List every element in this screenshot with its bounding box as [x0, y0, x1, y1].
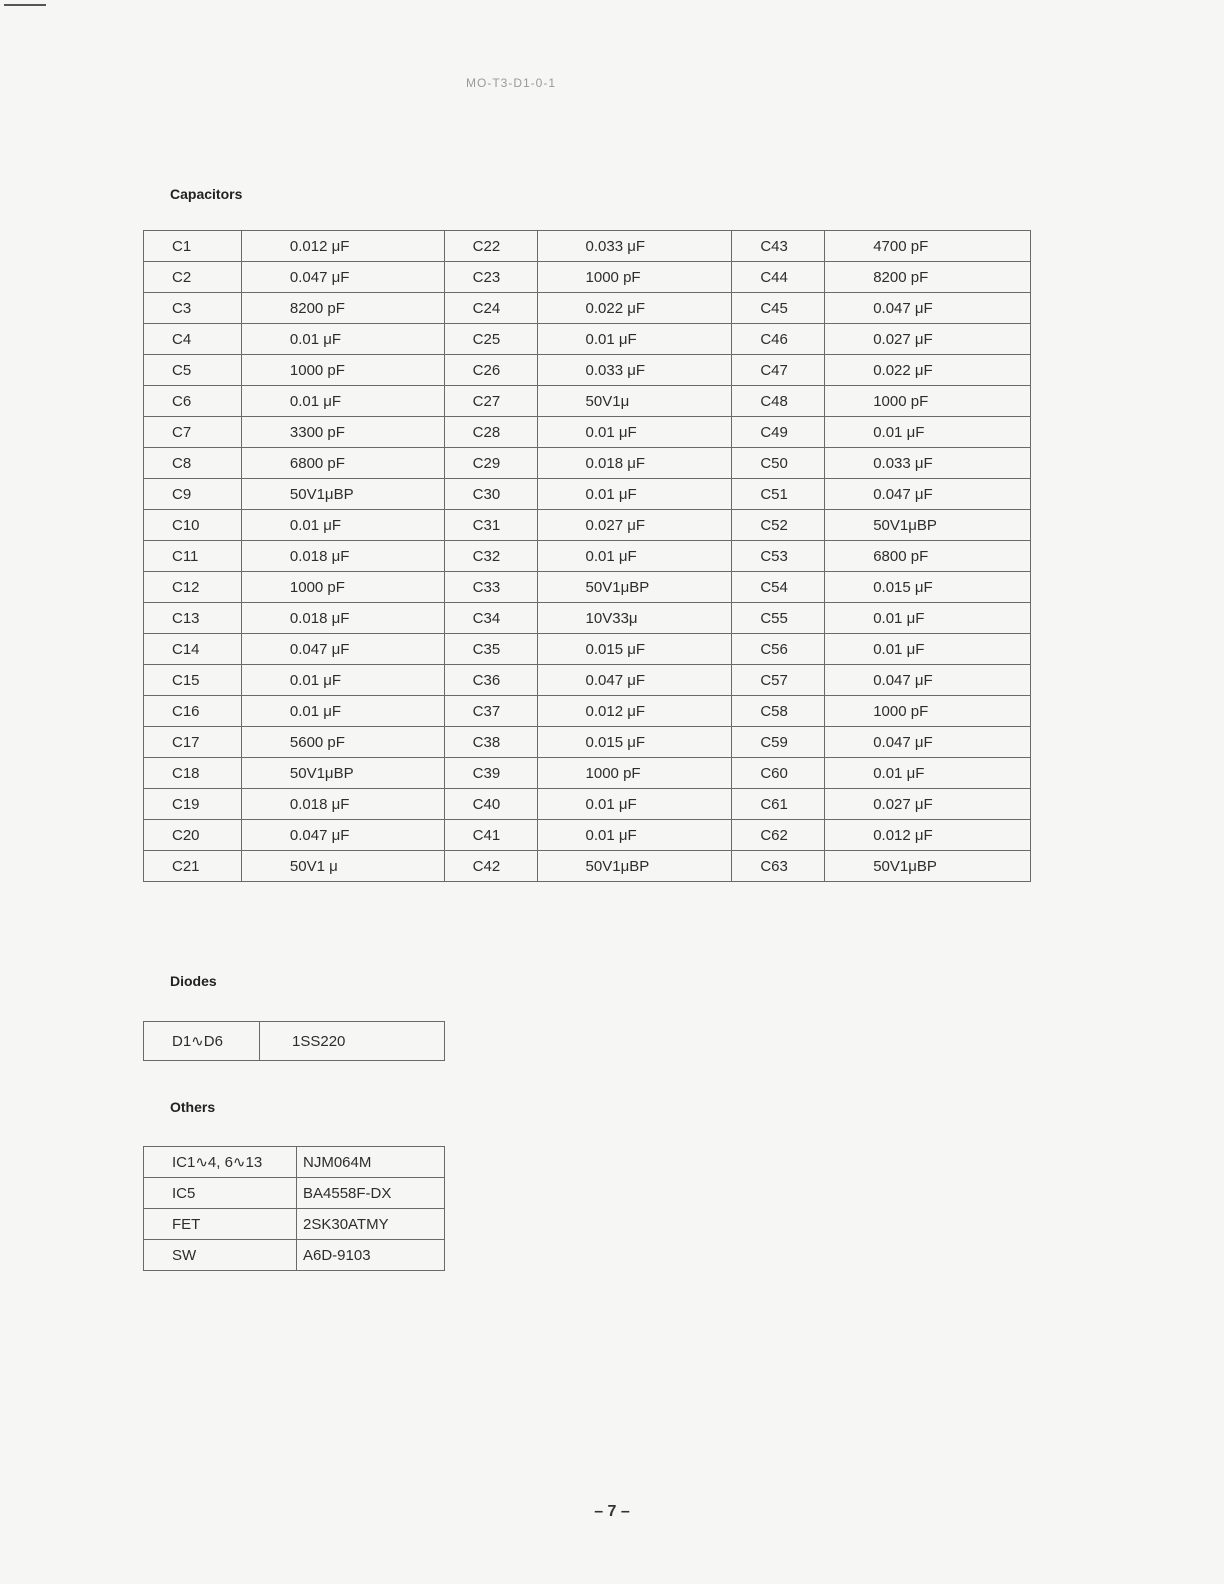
capacitor-ref: C13 [144, 603, 242, 634]
capacitor-value: 50V1μBP [825, 851, 1031, 882]
capacitor-value: 0.027 μF [825, 324, 1031, 355]
capacitor-value: 0.01 μF [241, 696, 444, 727]
capacitor-value: 50V1 μ [241, 851, 444, 882]
capacitor-value: 0.022 μF [825, 355, 1031, 386]
capacitor-value: 1000 pF [241, 355, 444, 386]
capacitor-ref: C3 [144, 293, 242, 324]
capacitor-ref: C51 [732, 479, 825, 510]
capacitor-ref: C2 [144, 262, 242, 293]
capacitors-table [143, 230, 1031, 882]
table-row [144, 1209, 445, 1240]
capacitor-value: 0.015 μF [537, 634, 732, 665]
capacitor-ref: C31 [444, 510, 537, 541]
capacitor-value: 0.012 μF [825, 820, 1031, 851]
capacitor-value: 0.047 μF [241, 262, 444, 293]
capacitor-ref: C56 [732, 634, 825, 665]
capacitor-ref: C49 [732, 417, 825, 448]
table-row [144, 820, 1031, 851]
capacitor-ref: C23 [444, 262, 537, 293]
table-row [144, 789, 1031, 820]
page-number: – 7 – [594, 1503, 630, 1520]
capacitor-ref: C53 [732, 541, 825, 572]
table-row [144, 634, 1031, 665]
capacitor-ref: C50 [732, 448, 825, 479]
table-row [144, 293, 1031, 324]
capacitor-value: 6800 pF [825, 541, 1031, 572]
capacitor-value: 0.047 μF [825, 293, 1031, 324]
capacitor-value: 50V1μBP [537, 851, 732, 882]
capacitor-ref: C33 [444, 572, 537, 603]
table-row [144, 479, 1031, 510]
capacitor-value: 0.01 μF [241, 324, 444, 355]
capacitor-value: 0.018 μF [537, 448, 732, 479]
capacitor-value: 0.01 μF [537, 417, 732, 448]
capacitor-value: 0.01 μF [537, 541, 732, 572]
capacitor-value: 0.033 μF [825, 448, 1031, 479]
capacitor-ref: C57 [732, 665, 825, 696]
capacitor-value: 50V1μBP [241, 479, 444, 510]
diode-ref: D1∿D6 [144, 1022, 260, 1061]
table-row [144, 758, 1031, 789]
capacitor-ref: C52 [732, 510, 825, 541]
capacitor-value: 8200 pF [825, 262, 1031, 293]
capacitor-value: 50V1μBP [825, 510, 1031, 541]
capacitor-value: 0.01 μF [825, 758, 1031, 789]
other-part: NJM064M [297, 1147, 445, 1178]
capacitor-ref: C10 [144, 510, 242, 541]
capacitor-ref: C21 [144, 851, 242, 882]
capacitor-ref: C19 [144, 789, 242, 820]
capacitor-value: 3300 pF [241, 417, 444, 448]
capacitor-value: 50V1μBP [241, 758, 444, 789]
table-row [144, 696, 1031, 727]
capacitor-ref: C42 [444, 851, 537, 882]
capacitor-value: 1000 pF [825, 696, 1031, 727]
capacitor-ref: C40 [444, 789, 537, 820]
capacitor-ref: C16 [144, 696, 242, 727]
capacitor-ref: C14 [144, 634, 242, 665]
other-part: BA4558F-DX [297, 1178, 445, 1209]
capacitor-ref: C37 [444, 696, 537, 727]
capacitor-value: 50V1μBP [537, 572, 732, 603]
capacitor-value: 0.01 μF [537, 324, 732, 355]
capacitor-ref: C26 [444, 355, 537, 386]
capacitor-value: 0.047 μF [241, 820, 444, 851]
capacitor-value: 0.01 μF [241, 510, 444, 541]
diodes-table [143, 1021, 445, 1061]
capacitor-value: 0.01 μF [825, 603, 1031, 634]
table-row [144, 1178, 445, 1209]
capacitor-value: 0.018 μF [241, 541, 444, 572]
table-row [144, 1022, 445, 1061]
table-row [144, 541, 1031, 572]
capacitor-ref: C22 [444, 231, 537, 262]
capacitor-value: 0.01 μF [537, 789, 732, 820]
table-row [144, 231, 1031, 262]
capacitor-value: 0.012 μF [241, 231, 444, 262]
capacitor-ref: C8 [144, 448, 242, 479]
table-row [144, 572, 1031, 603]
capacitor-value: 0.047 μF [825, 727, 1031, 758]
capacitor-value: 0.01 μF [825, 417, 1031, 448]
capacitor-ref: C4 [144, 324, 242, 355]
other-ref: FET [144, 1209, 297, 1240]
capacitor-ref: C17 [144, 727, 242, 758]
table-row [144, 727, 1031, 758]
capacitor-value: 0.01 μF [537, 479, 732, 510]
capacitor-value: 0.047 μF [241, 634, 444, 665]
capacitors-title: Capacitors [170, 186, 243, 202]
capacitor-value: 0.012 μF [537, 696, 732, 727]
other-part: A6D-9103 [297, 1240, 445, 1271]
capacitor-ref: C48 [732, 386, 825, 417]
capacitor-value: 0.033 μF [537, 231, 732, 262]
table-row [144, 262, 1031, 293]
other-ref: SW [144, 1240, 297, 1271]
table-row [144, 386, 1031, 417]
diode-part: 1SS220 [260, 1022, 445, 1061]
capacitor-ref: C35 [444, 634, 537, 665]
other-ref: IC5 [144, 1178, 297, 1209]
capacitor-value: 1000 pF [825, 386, 1031, 417]
capacitor-value: 0.018 μF [241, 603, 444, 634]
capacitor-ref: C12 [144, 572, 242, 603]
table-row [144, 851, 1031, 882]
other-ref: IC1∿4, 6∿13 [144, 1147, 297, 1178]
capacitor-ref: C59 [732, 727, 825, 758]
others-table [143, 1146, 445, 1271]
capacitor-value: 10V33μ [537, 603, 732, 634]
capacitor-ref: C29 [444, 448, 537, 479]
table-row [144, 1240, 445, 1271]
capacitor-ref: C6 [144, 386, 242, 417]
capacitor-ref: C36 [444, 665, 537, 696]
capacitor-ref: C54 [732, 572, 825, 603]
capacitor-ref: C7 [144, 417, 242, 448]
capacitor-value: 0.01 μF [241, 665, 444, 696]
capacitor-value: 5600 pF [241, 727, 444, 758]
table-row [144, 1147, 445, 1178]
capacitor-ref: C20 [144, 820, 242, 851]
capacitor-ref: C39 [444, 758, 537, 789]
capacitor-value: 0.01 μF [241, 386, 444, 417]
capacitor-ref: C5 [144, 355, 242, 386]
table-row [144, 355, 1031, 386]
capacitor-value: 1000 pF [537, 262, 732, 293]
capacitor-value: 1000 pF [241, 572, 444, 603]
capacitor-ref: C9 [144, 479, 242, 510]
table-row [144, 603, 1031, 634]
capacitor-value: 0.033 μF [537, 355, 732, 386]
capacitor-ref: C47 [732, 355, 825, 386]
capacitor-value: 1000 pF [537, 758, 732, 789]
capacitor-ref: C11 [144, 541, 242, 572]
capacitor-ref: C25 [444, 324, 537, 355]
capacitor-ref: C18 [144, 758, 242, 789]
capacitor-value: 4700 pF [825, 231, 1031, 262]
diodes-title: Diodes [170, 973, 217, 989]
capacitor-ref: C15 [144, 665, 242, 696]
table-row [144, 510, 1031, 541]
capacitor-ref: C43 [732, 231, 825, 262]
capacitor-ref: C62 [732, 820, 825, 851]
capacitor-ref: C30 [444, 479, 537, 510]
corner-mark [4, 4, 46, 6]
capacitor-value: 0.018 μF [241, 789, 444, 820]
table-row [144, 417, 1031, 448]
table-row [144, 448, 1031, 479]
capacitor-ref: C63 [732, 851, 825, 882]
capacitor-value: 0.047 μF [825, 479, 1031, 510]
capacitor-value: 0.027 μF [825, 789, 1031, 820]
capacitor-value: 0.047 μF [825, 665, 1031, 696]
capacitor-value: 0.047 μF [537, 665, 732, 696]
capacitor-ref: C45 [732, 293, 825, 324]
capacitor-value: 50V1μ [537, 386, 732, 417]
table-row [144, 665, 1031, 696]
capacitor-value: 6800 pF [241, 448, 444, 479]
capacitor-ref: C58 [732, 696, 825, 727]
capacitor-ref: C28 [444, 417, 537, 448]
capacitor-value: 8200 pF [241, 293, 444, 324]
others-title: Others [170, 1099, 216, 1115]
capacitor-ref: C24 [444, 293, 537, 324]
capacitor-ref: C60 [732, 758, 825, 789]
capacitor-ref: C55 [732, 603, 825, 634]
capacitor-value: 0.01 μF [537, 820, 732, 851]
doc-header: MO-T3-D1-0-1 [466, 76, 557, 90]
capacitor-value: 0.027 μF [537, 510, 732, 541]
capacitor-ref: C32 [444, 541, 537, 572]
capacitor-ref: C38 [444, 727, 537, 758]
capacitor-ref: C44 [732, 262, 825, 293]
capacitor-ref: C27 [444, 386, 537, 417]
capacitor-value: 0.015 μF [825, 572, 1031, 603]
capacitor-ref: C46 [732, 324, 825, 355]
capacitor-ref: C61 [732, 789, 825, 820]
capacitor-ref: C41 [444, 820, 537, 851]
capacitor-value: 0.015 μF [537, 727, 732, 758]
other-part: 2SK30ATMY [297, 1209, 445, 1240]
capacitor-ref: C34 [444, 603, 537, 634]
table-row [144, 324, 1031, 355]
capacitor-ref: C1 [144, 231, 242, 262]
capacitor-value: 0.01 μF [825, 634, 1031, 665]
capacitor-value: 0.022 μF [537, 293, 732, 324]
